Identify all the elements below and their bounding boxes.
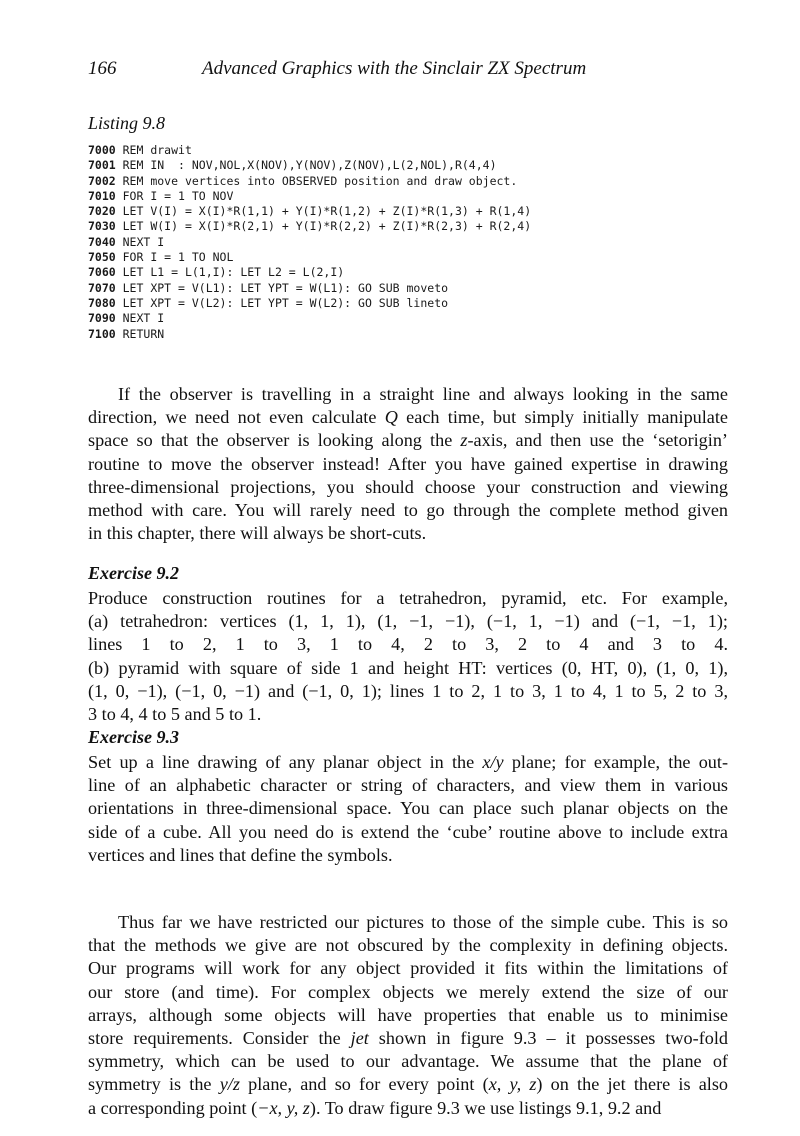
italic-term: z — [460, 430, 468, 451]
text-line: lines 1 to 2, 1 to 3, 1 to 4, 2 to 3, 2 to 4 and 3 to 4. — [88, 634, 728, 655]
text-line: arrays, although some objects will have properties that enable us to minimise — [88, 1004, 728, 1025]
text-segment: Set up a line drawing of any planar object in the — [88, 752, 483, 772]
line-number: 7090 — [88, 311, 116, 326]
text-segment: shown in figure 9.3 – it possesses two-fold — [368, 1028, 728, 1049]
text-line: our store (and time). For complex objects we merely extend the size of our — [88, 981, 728, 1002]
exercise-9-3-body — [88, 751, 728, 867]
text-segment: ). To draw figure 9.3 we use listings 9.1, 9.2 and — [309, 1097, 662, 1118]
text-line: (a) tetrahedron: vertices (1, 1, 1), (1, −1, −1), (−1, 1, −1) and (−1, −1, 1); — [88, 611, 728, 632]
italic-term: x/y — [482, 752, 504, 772]
text-line — [88, 429, 728, 452]
code-line — [88, 296, 531, 311]
paragraph-cube — [88, 911, 728, 1120]
italic-term: x, y, z — [488, 1074, 537, 1095]
exercise-9-3-title: Exercise 9.3 — [88, 727, 179, 747]
code-text: LET L1 = L(1,I): LET L2 = L(2,I) — [115, 265, 345, 280]
text-line: (1, 0, −1), (−1, 0, −1) and (−1, 0, 1); lines 1 to 2, 1 to 3, 1 to 4, 1 to 5, 2 to 3, — [88, 680, 728, 701]
exercise-9-2-title: Exercise 9.2 — [88, 563, 179, 583]
code-text: RETURN — [115, 326, 165, 341]
text-line: (b) pyramid with square of side 1 and height HT: vertices (0, HT, 0), (1, 0, 1), — [88, 657, 728, 678]
code-line — [88, 204, 531, 219]
text-segment: ) on the jet there is also — [536, 1074, 729, 1095]
text-segment: plane; for example, the out- — [503, 752, 728, 772]
code-line — [88, 174, 531, 189]
line-number: 7060 — [88, 265, 116, 280]
text-segment: a corresponding point ( — [88, 1097, 258, 1118]
code-text: NEXT I — [115, 234, 165, 249]
code-text: LET V(I) = X(I)*R(1,1) + Y(I)*R(1,2) + Z(I)*R(1,3) + R(1,4) — [115, 204, 532, 219]
code-line — [88, 265, 531, 280]
text-line: orientations in three-dimensional space. You can place such planar objects on the — [88, 798, 728, 819]
text-line: side of a cube. All you need do is extend the ‘cube’ routine above to include extra — [88, 821, 728, 842]
code-line — [88, 327, 531, 342]
code-text: NEXT I — [115, 311, 165, 326]
text-line: that the methods we give are not obscured by the complexity in defining objects. — [88, 935, 728, 956]
text-line: Our programs will work for any object provided it fits within the limitations of — [88, 958, 728, 979]
text-line: vertices and lines that define the symbols. — [88, 844, 393, 865]
text-line — [88, 751, 728, 774]
text-line: Produce construction routines for a tetrahedron, pyramid, etc. For example, — [88, 588, 728, 608]
code-text: FOR I = 1 TO NOL — [115, 250, 234, 265]
line-number: 7002 — [88, 173, 116, 188]
line-number: 7100 — [88, 326, 116, 341]
text-line: symmetry, which can be used to our advantage. We assume that the plane of — [88, 1051, 728, 1072]
code-line — [88, 189, 531, 204]
exercise-9-2-body — [88, 587, 728, 726]
line-number: 7030 — [88, 219, 116, 234]
italic-term: −x, y, z — [257, 1097, 310, 1118]
text-segment: each time, but simply initially manipulate — [397, 407, 729, 428]
code-line — [88, 158, 531, 173]
italic-term: Q — [384, 407, 398, 428]
code-text: LET XPT = V(L2): LET YPT = W(L2): GO SUB lineto — [115, 295, 449, 310]
line-number: 7070 — [88, 280, 116, 295]
listing-title: Listing 9.8 — [88, 113, 166, 133]
text-line: line of an alphabetic character or string of characters, and view them in various — [88, 775, 728, 796]
text-line: in this chapter, there will always be short-cuts. — [88, 523, 427, 544]
running-title: Advanced Graphics with the Sinclair ZX Spectrum — [202, 58, 587, 79]
code-line — [88, 143, 531, 158]
text-line: 3 to 4, 4 to 5 and 5 to 1. — [88, 704, 262, 725]
italic-term: y/z — [219, 1074, 240, 1095]
text-line: method with care. You will rarely need to go through the complete method given — [88, 500, 728, 521]
line-number: 7010 — [88, 188, 116, 203]
text-line — [88, 1027, 728, 1050]
line-number: 7050 — [88, 250, 116, 265]
text-segment: -axis, and then use the ‘setorigin’ — [467, 430, 728, 451]
line-number: 7080 — [88, 295, 116, 310]
text-line — [88, 406, 728, 429]
code-text: LET XPT = V(L1): LET YPT = W(L1): GO SUB moveto — [115, 280, 449, 295]
line-number: 7040 — [88, 234, 116, 249]
text-line: three-dimensional projections, you should choose your construction and viewing — [88, 476, 728, 497]
text-line: routine to move the observer instead! After you have gained expertise in drawing — [88, 453, 728, 474]
text-line: Thus far we have restricted our pictures to those of the simple cube. This is so — [118, 912, 728, 932]
text-segment: plane, and so for every point ( — [239, 1074, 489, 1095]
code-text: FOR I = 1 TO NOV — [115, 188, 234, 203]
code-listing — [88, 143, 531, 342]
text-segment: space so that the observer is looking along the — [88, 430, 461, 451]
text-segment: store requirements. Consider the — [88, 1028, 351, 1049]
code-line — [88, 281, 531, 296]
text-line: If the observer is travelling in a straight line and always looking in the same — [118, 384, 728, 404]
paragraph-observer — [88, 383, 728, 545]
italic-term: jet — [350, 1028, 369, 1049]
code-line — [88, 235, 531, 250]
code-line — [88, 250, 531, 265]
page-number: 166 — [88, 58, 117, 79]
text-segment: direction, we need not even calculate — [88, 407, 385, 428]
text-segment: symmetry is the — [88, 1074, 220, 1095]
text-line — [88, 1073, 728, 1096]
line-number: 7001 — [88, 158, 116, 173]
code-text: LET W(I) = X(I)*R(2,1) + Y(I)*R(2,2) + Z(I)*R(2,3) + R(2,4) — [115, 219, 532, 234]
text-line — [88, 1097, 728, 1120]
code-text: REM drawit — [115, 143, 192, 157]
code-line — [88, 219, 531, 234]
code-line — [88, 311, 531, 326]
code-text: REM move vertices into OBSERVED position and draw object. — [115, 173, 518, 188]
line-number: 7000 — [88, 143, 116, 157]
line-number: 7020 — [88, 204, 116, 219]
code-text: REM IN : NOV,NOL,X(NOV),Y(NOV),Z(NOV),L(2,NOL),R(4,4) — [115, 158, 497, 173]
